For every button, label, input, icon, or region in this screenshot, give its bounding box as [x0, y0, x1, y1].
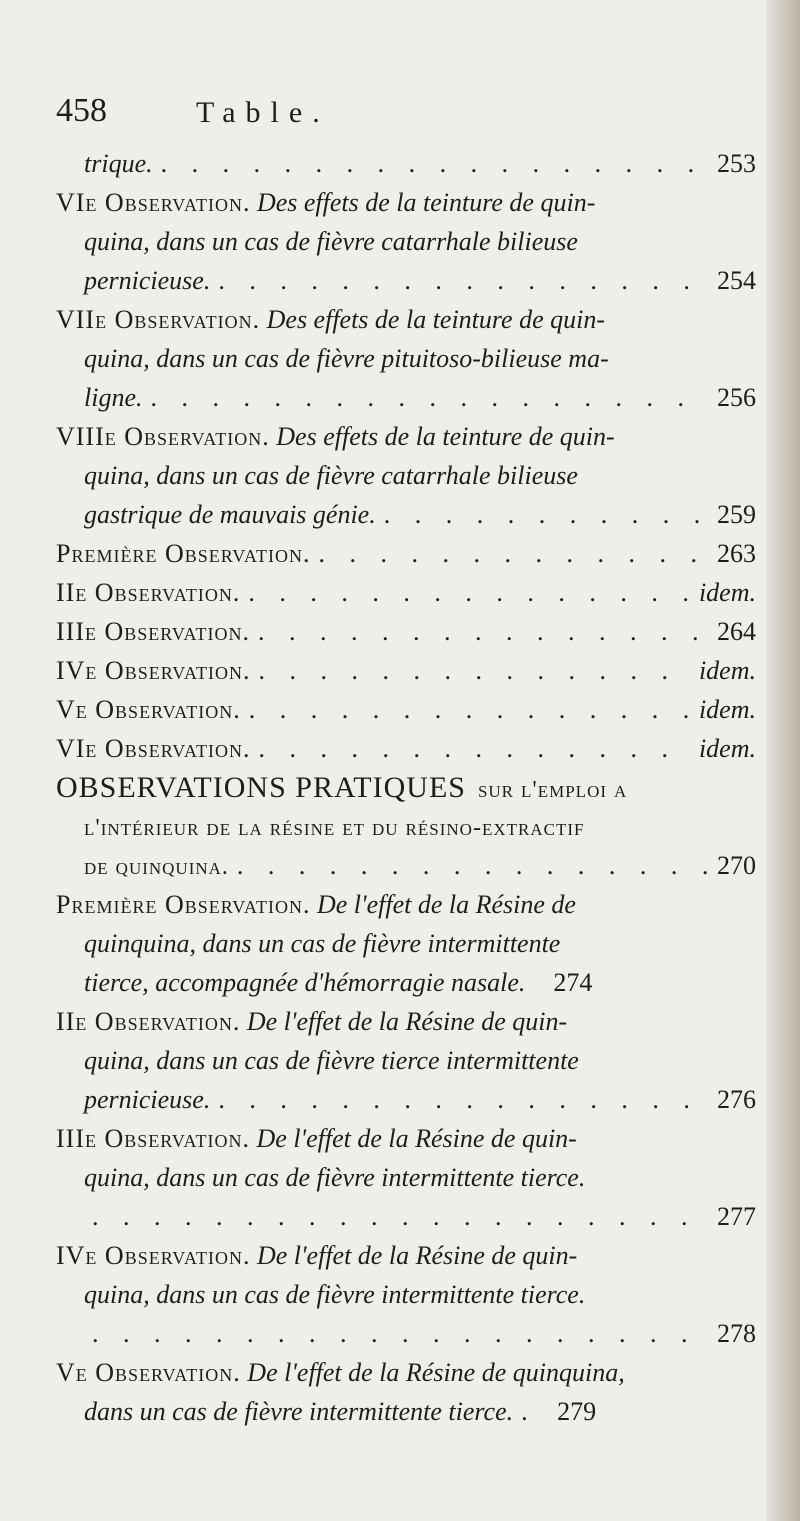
- toc-line: [56, 222, 756, 261]
- entry-text: [84, 144, 153, 183]
- entry-text: [84, 1080, 210, 1119]
- entry-text: [84, 846, 229, 887]
- observation-label: VIIe Observation.: [56, 305, 261, 334]
- observation-label: IIe Observation.: [56, 1007, 241, 1036]
- page-reference: 276: [717, 1085, 756, 1114]
- page-reference: 277: [717, 1202, 756, 1231]
- toc-line: [56, 534, 756, 573]
- toc-line: [56, 300, 756, 339]
- page-reference: 278: [717, 1319, 756, 1348]
- toc-line: [56, 339, 756, 378]
- toc-line: [56, 1353, 756, 1392]
- observation-title: quina, dans un cas de fièvre catarrhale bilieuse: [84, 461, 578, 490]
- page-reference: 279: [557, 1397, 597, 1426]
- dot-leader: [249, 690, 691, 729]
- observation-title: ligne.: [84, 383, 143, 412]
- page-edge-shadow: [766, 0, 800, 1521]
- section-heading: OBSERVATIONS PRATIQUES: [56, 771, 466, 804]
- observation-title: quina, dans un cas de fièvre intermittente tierce.: [84, 1163, 586, 1192]
- entry-text: [56, 188, 595, 217]
- dot-leader: [258, 729, 691, 768]
- toc-line: [56, 729, 756, 768]
- entry-text: [84, 461, 578, 490]
- toc-line: [56, 1392, 756, 1431]
- toc-line: [56, 1275, 756, 1314]
- toc-line: [56, 183, 756, 222]
- observation-title: quina, dans un cas de fièvre pituitoso-bilieuse ma-: [84, 344, 609, 373]
- entry-text: [56, 573, 240, 612]
- entry-text: [56, 890, 576, 919]
- toc-line: [56, 651, 756, 690]
- observation-title: De l'effet de la Résine de quin-: [256, 1124, 577, 1153]
- section-heading-continued: de quinquina.: [84, 854, 229, 880]
- page-reference: 254: [717, 266, 756, 295]
- observation-title: Des effets de la teinture de quin-: [256, 188, 596, 217]
- dot-leader: [161, 144, 709, 183]
- toc-line: [56, 456, 756, 495]
- observation-label: IVe Observation.: [56, 656, 251, 685]
- page-reference: idem.: [698, 734, 756, 763]
- entry-text: [56, 729, 250, 768]
- page-reference: idem.: [698, 656, 756, 685]
- table-of-contents: [56, 144, 756, 1431]
- toc-line: [56, 1158, 756, 1197]
- toc-line: [56, 144, 756, 183]
- dot-leader: [521, 1392, 549, 1431]
- toc-line: [56, 690, 756, 729]
- toc-line: [56, 1314, 756, 1353]
- entry-text: [84, 1046, 579, 1075]
- toc-line: [56, 378, 756, 417]
- entry-text: [56, 1124, 577, 1153]
- book-page: [56, 92, 756, 1431]
- observation-title: quina, dans un cas de fièvre tierce intermittente: [84, 1046, 579, 1075]
- observation-label: IVe Observation.: [56, 1241, 251, 1270]
- observation-title: quina, dans un cas de fièvre intermittente tierce.: [84, 1280, 586, 1309]
- entry-text: [56, 690, 241, 729]
- entry-text: [84, 1392, 513, 1431]
- toc-line: [56, 495, 756, 534]
- observation-label: Ve Observation.: [56, 1358, 241, 1387]
- dot-leader: [248, 573, 691, 612]
- observation-title: dans un cas de fièvre intermittente tierce.: [84, 1397, 514, 1426]
- toc-line: [56, 924, 756, 963]
- observation-title: pernicieuse.: [84, 1085, 211, 1114]
- observation-title: quinquina, dans un cas de fièvre intermittente: [84, 929, 561, 958]
- observation-title: quina, dans un cas de fièvre catarrhale bilieuse: [84, 227, 578, 256]
- observation-label: IIIe Observation.: [56, 617, 250, 646]
- observation-title: trique.: [84, 149, 153, 178]
- entry-text: [84, 1163, 585, 1192]
- toc-line: [56, 1002, 756, 1041]
- page-reference: 264: [717, 617, 756, 646]
- toc-line: [56, 612, 756, 651]
- entry-text: [84, 929, 560, 958]
- observation-label: VIe Observation.: [56, 734, 251, 763]
- dot-leader: [258, 612, 709, 651]
- entry-text: [84, 812, 584, 841]
- dot-leader: [218, 261, 709, 300]
- dot-leader: [92, 1197, 709, 1236]
- toc-line: [56, 1080, 756, 1119]
- observation-title: Des effets de la teinture de quin-: [276, 422, 615, 451]
- entry-text: [84, 344, 609, 373]
- entry-text: [56, 1241, 577, 1270]
- entry-text: [56, 534, 310, 573]
- entry-text: [84, 495, 376, 534]
- page-reference: 259: [717, 500, 756, 529]
- page-reference: 274: [553, 968, 593, 997]
- page-reference: 256: [717, 383, 756, 412]
- entry-text: [84, 261, 210, 300]
- toc-line: [56, 261, 756, 300]
- entry-text: [56, 1007, 567, 1036]
- entry-text: [56, 1358, 625, 1387]
- observation-label: Première Observation.: [56, 539, 311, 568]
- observation-title: Des effets de la teinture de quin-: [266, 305, 606, 334]
- toc-line: [56, 1119, 756, 1158]
- observation-title: tierce, accompagnée d'hémorragie nasale.: [84, 968, 526, 997]
- observation-title: pernicieuse.: [84, 266, 211, 295]
- section-heading-continued: l'intérieur de la résine et du résino-extractif: [84, 815, 585, 841]
- dot-leader: [151, 378, 710, 417]
- entry-text: [84, 227, 578, 256]
- toc-line: [56, 807, 756, 846]
- dot-leader: [318, 534, 709, 573]
- dot-leader: [258, 651, 691, 690]
- entry-text: [84, 378, 143, 417]
- dot-leader: [92, 1314, 709, 1353]
- toc-line: [56, 768, 756, 807]
- entry-text: [56, 305, 605, 334]
- observation-label: IIe Observation.: [56, 578, 241, 607]
- observation-title: De l'effet de la Résine de quinquina,: [247, 1358, 625, 1387]
- dot-leader: [384, 495, 709, 534]
- page-reference: 253: [717, 149, 756, 178]
- page-reference: idem.: [698, 695, 756, 724]
- observation-title: De l'effet de la Résine de: [316, 890, 576, 919]
- toc-line: [56, 963, 756, 1002]
- toc-line: [56, 1041, 756, 1080]
- toc-line: [56, 885, 756, 924]
- entry-text: [56, 651, 250, 690]
- section-heading-continued: sur l'emploi a: [477, 777, 628, 803]
- running-title: Table.: [196, 96, 330, 129]
- dot-leader: [218, 1080, 709, 1119]
- dot-leader: [237, 846, 709, 885]
- observation-title: gastrique de mauvais génie.: [84, 500, 376, 529]
- observation-title: De l'effet de la Résine de quin-: [246, 1007, 568, 1036]
- observation-title: De l'effet de la Résine de quin-: [256, 1241, 578, 1270]
- page-number: 458: [56, 92, 107, 129]
- toc-line: [56, 1236, 756, 1275]
- toc-line: [56, 1197, 756, 1236]
- entry-text: [84, 968, 525, 997]
- toc-line: [56, 573, 756, 612]
- observation-label: Première Observation.: [56, 890, 311, 919]
- page-reference: 263: [717, 539, 756, 568]
- entry-text: [56, 612, 250, 651]
- entry-text: [56, 422, 615, 451]
- page-reference: idem.: [698, 578, 756, 607]
- observation-label: Ve Observation.: [56, 695, 241, 724]
- page-header: [56, 92, 756, 144]
- observation-label: VIe Observation.: [56, 188, 251, 217]
- entry-text: [84, 1280, 585, 1309]
- toc-line: [56, 417, 756, 456]
- toc-line: [56, 846, 756, 885]
- page-reference: 270: [717, 851, 756, 880]
- observation-label: VIIIe Observation.: [56, 422, 270, 451]
- observation-label: IIIe Observation.: [56, 1124, 250, 1153]
